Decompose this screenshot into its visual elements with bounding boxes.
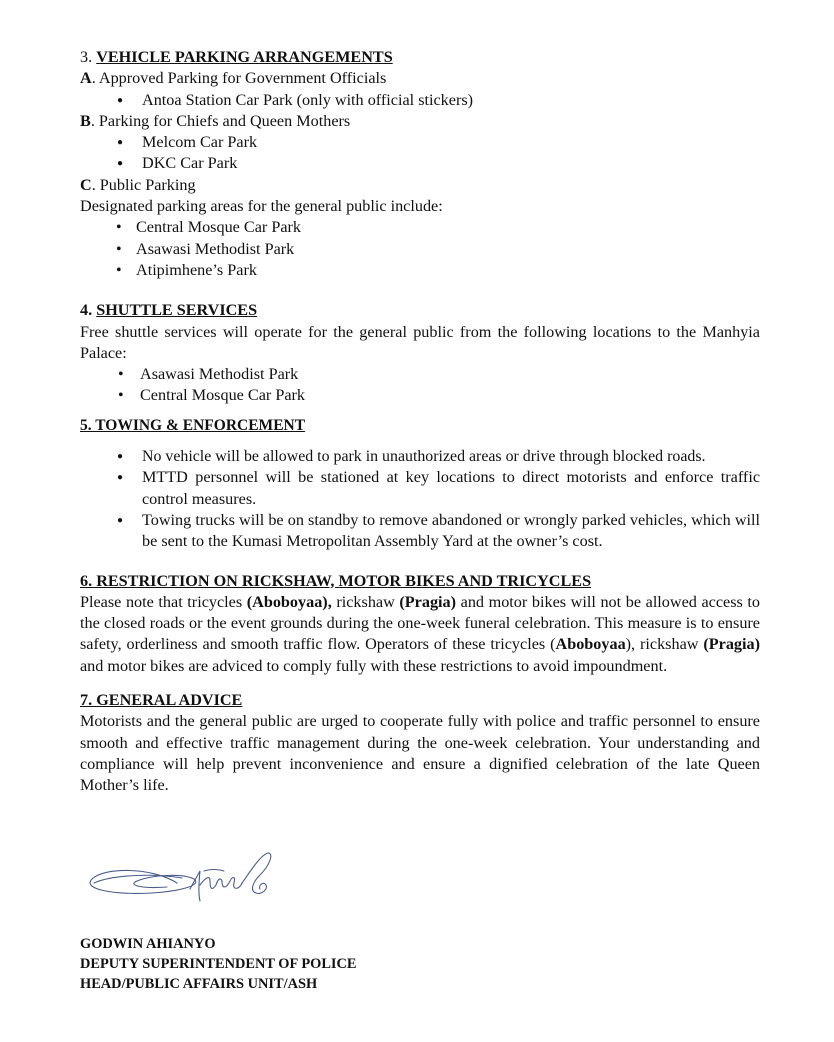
text-run: Please note that tricycles (80, 592, 247, 611)
signatory-block (80, 934, 357, 994)
subsection-c-list (80, 217, 760, 281)
list-item: ● Towing trucks will be on standby to remove abandoned or wrongly parked vehicles, which will be sent to the Kumasi Metropolitan Assembly Yard at the owner’s cost. (80, 510, 760, 553)
subsection-c-text: . Public Parking (91, 175, 196, 194)
section-4-title: SHUTTLE SERVICES (96, 301, 258, 320)
section-4-heading (80, 300, 760, 321)
list-item: • Central Mosque Car Park (80, 385, 760, 406)
subsection-b-list (80, 132, 760, 175)
text-run-bold: (Aboboyaa), (246, 592, 332, 611)
document-body (80, 47, 760, 797)
section-3-heading (80, 47, 760, 68)
section-4-text: Free shuttle services will operate for the general public from the following locations to the Manhyia Palace: (80, 322, 760, 362)
subsection-a-text: . Approved Parking for Government Officials (91, 69, 387, 88)
section-general-advice (80, 690, 760, 796)
section-5-heading: 5. TOWING & ENFORCEMENT (80, 416, 306, 434)
section-4-list (80, 364, 760, 407)
list-item: • Central Mosque Car Park (80, 217, 760, 238)
list-item: ● No vehicle will be allowed to park in unauthorized areas or drive through blocked roads. (80, 446, 760, 467)
list-item: • Asawasi Methodist Park (80, 364, 760, 385)
subsection-c-intro: Designated parking areas for the general public include: (80, 197, 443, 216)
section-shuttle-services (80, 300, 760, 406)
text-run: and motor bikes are adviced to comply fully with these restrictions to avoid impoundment. (80, 656, 668, 675)
subsection-c-heading (80, 175, 760, 196)
list-item: • Atipimhene’s Park (80, 260, 760, 281)
section-7-text: Motorists and the general public are urged to cooperate fully with police and traffic personnel to ensure smooth and effective traffic management during the one-week celebration. Your understanding and compliance will help prevent inconvenience and ensure a dignified celebration of the late Queen Mother’s life. (80, 712, 760, 795)
list-item: ● DKC Car Park (80, 153, 760, 174)
section-5-list (80, 446, 760, 552)
section-3-title: VEHICLE PARKING ARRANGEMENTS (96, 48, 393, 66)
section-vehicle-parking (80, 47, 760, 281)
signatory-unit: HEAD/PUBLIC AFFAIRS UNIT/ASH (80, 976, 318, 992)
signatory-name: GODWIN AHIANYO (80, 936, 216, 952)
subsection-b-letter: B (80, 111, 91, 130)
text-run: ), rickshaw (625, 635, 704, 654)
section-4-number: 4. (80, 301, 97, 320)
section-3-number: 3. (80, 48, 97, 66)
section-towing-enforcement (80, 415, 760, 553)
section-7-heading: 7. GENERAL ADVICE (80, 691, 243, 710)
handwritten-signature (82, 845, 282, 915)
subsection-b-heading (80, 111, 760, 132)
section-6-text (80, 592, 760, 677)
subsection-a-list (80, 90, 760, 111)
subsection-a-heading (80, 68, 760, 89)
list-item: • Asawasi Methodist Park (80, 239, 760, 260)
text-run-bold: Aboboyaa (555, 635, 626, 654)
signatory-rank: DEPUTY SUPERINTENDENT OF POLICE (80, 956, 357, 972)
list-item: ● Antoa Station Car Park (only with official stickers) (80, 90, 760, 111)
list-item: ● MTTD personnel will be stationed at key locations to direct motorists and enforce traffic control measures. (80, 467, 760, 510)
text-run: and motor bikes will not be allowed access to the closed roads or the event grounds during the one-week funeral celebration. This measure is to ensure safety, orderliness and smooth traffic flow. Operators of these tricycles ( (80, 592, 761, 654)
subsection-a-letter: A (80, 69, 92, 88)
list-item: ● Melcom Car Park (80, 132, 760, 153)
subsection-c-letter: C (80, 175, 92, 194)
text-run-bold: (Pragia) (703, 635, 760, 654)
text-run-bold: (Pragia) (399, 592, 457, 611)
section-6-heading: 6. RESTRICTION ON RICKSHAW, MOTOR BIKES AND TRICYCLES (80, 571, 592, 590)
text-run: rickshaw (331, 592, 400, 611)
subsection-b-text: . Parking for Chiefs and Queen Mothers (90, 111, 351, 130)
section-restriction (80, 571, 760, 677)
